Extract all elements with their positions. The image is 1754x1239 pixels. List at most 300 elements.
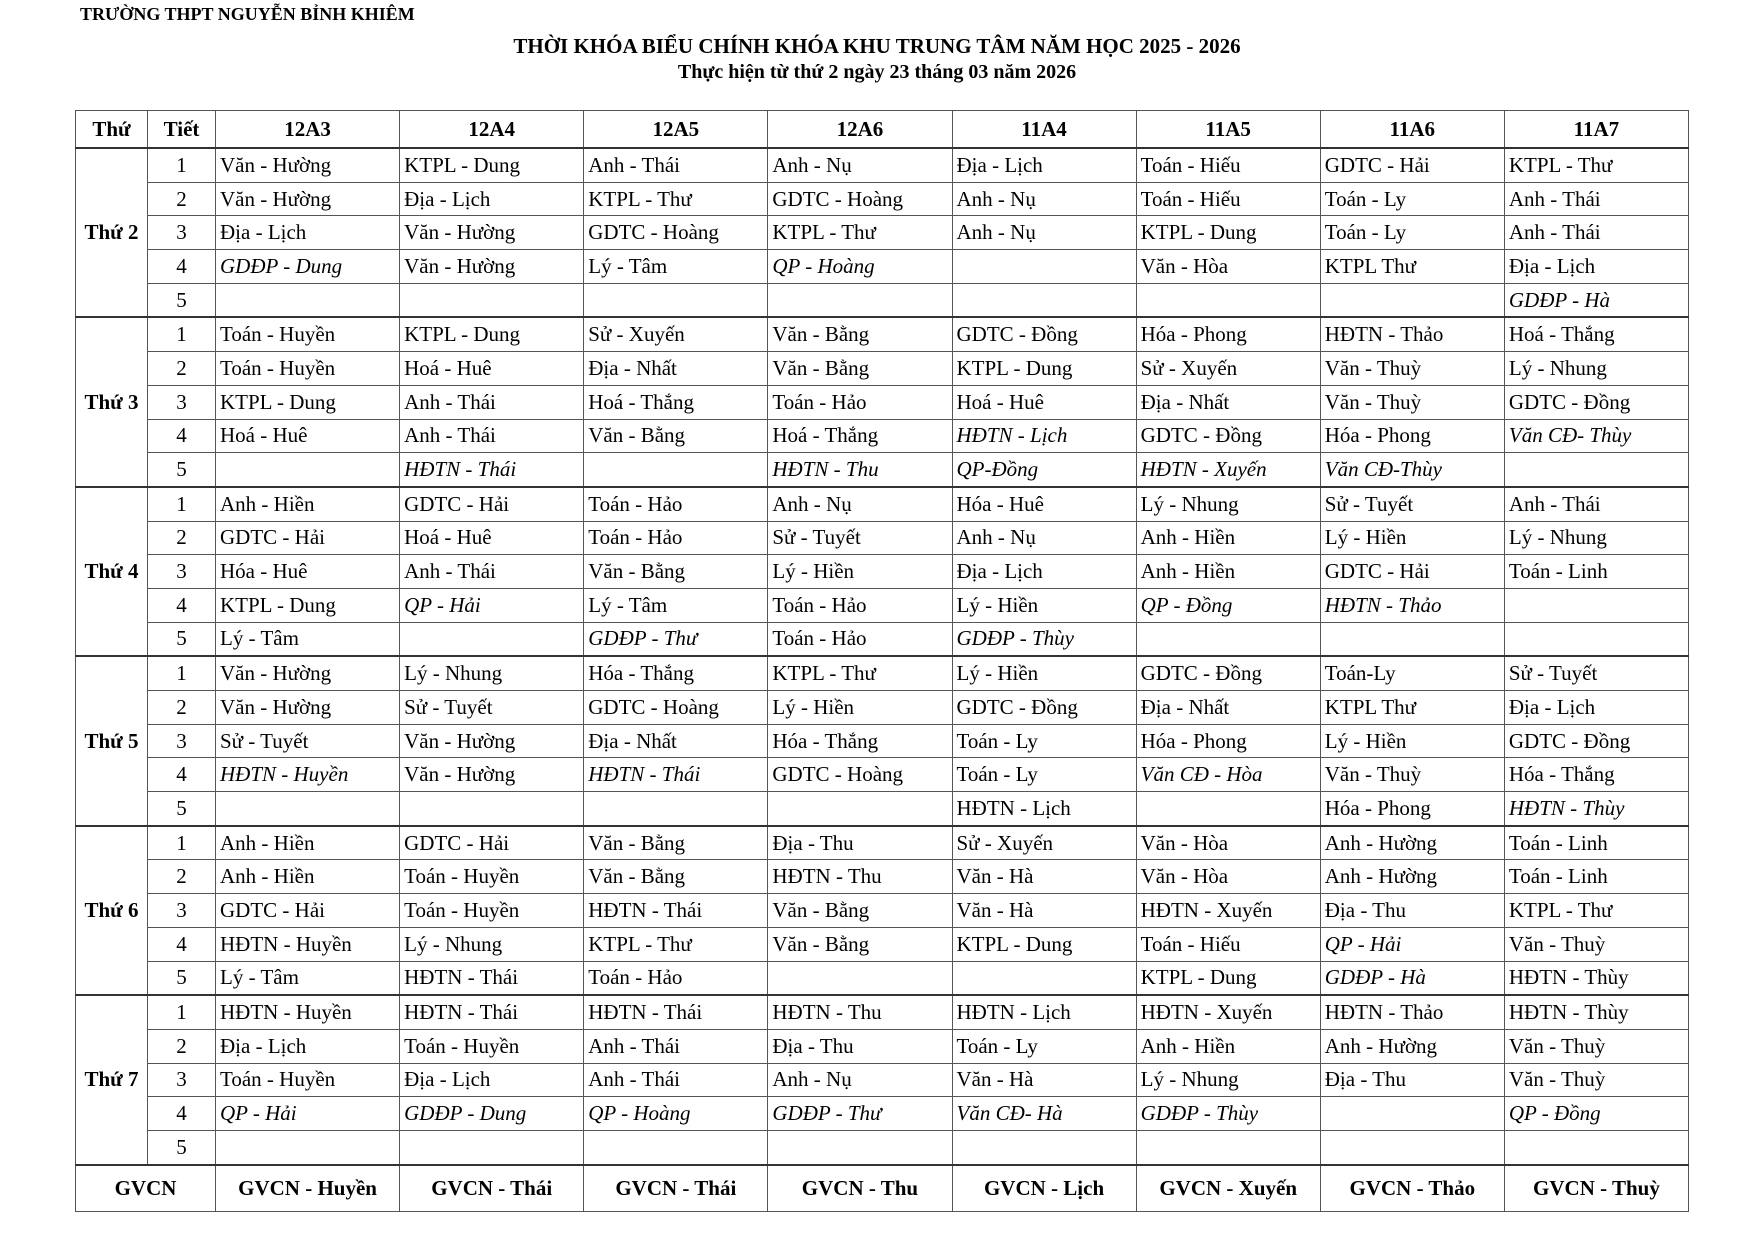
header-row [76,111,1689,149]
lesson-cell: HĐTN - Huyền [216,995,400,1029]
period-number: 4 [148,250,216,284]
day-label: Thứ 5 [76,656,148,825]
lesson-cell: HĐTN - Thu [768,453,952,487]
table-row [76,724,1689,758]
lesson-cell: Văn - Bằng [584,860,768,894]
lesson-cell: Văn CĐ-Thùy [1320,453,1504,487]
lesson-cell: Anh - Hường [1320,860,1504,894]
lesson-cell: Lý - Hiền [768,555,952,589]
lesson-cell: Địa - Nhất [1136,385,1320,419]
lesson-cell: HĐTN - Lịch [952,792,1136,826]
lesson-cell: HĐTN - Xuyến [1136,894,1320,928]
lesson-cell: HĐTN - Thái [584,894,768,928]
lesson-cell: Sử - Tuyết [216,724,400,758]
lesson-cell [952,961,1136,995]
lesson-cell: Hóa - Huê [216,555,400,589]
lesson-cell: Văn - Thuỳ [1320,385,1504,419]
lesson-cell: Sử - Xuyến [584,317,768,351]
lesson-cell: QP - Đồng [1136,588,1320,622]
lesson-cell: GDTC - Hải [400,487,584,521]
lesson-cell: Lý - Nhung [400,927,584,961]
lesson-cell: HĐTN - Huyền [216,927,400,961]
column-header: 11A5 [1136,111,1320,149]
lesson-cell: QP - Hải [400,588,584,622]
period-number: 2 [148,182,216,216]
period-number: 3 [148,555,216,589]
lesson-cell: GDTC - Đồng [1504,385,1688,419]
lesson-cell: GDTC - Hoàng [768,758,952,792]
lesson-cell [1136,283,1320,317]
table-row [76,995,1689,1029]
lesson-cell: Địa - Thu [768,826,952,860]
day-label: Thứ 3 [76,317,148,486]
table-row [76,385,1689,419]
lesson-cell: Văn - Bằng [768,352,952,386]
lesson-cell [1504,453,1688,487]
table-row [76,1130,1689,1164]
table-row [76,216,1689,250]
lesson-cell: GDTC - Đồng [1136,419,1320,453]
gvcn-cell: GVCN - Thái [400,1165,584,1212]
period-number: 5 [148,792,216,826]
lesson-cell: Toán - Huyền [400,860,584,894]
gvcn-cell: GVCN - Thái [584,1165,768,1212]
gvcn-cell: GVCN - Lịch [952,1165,1136,1212]
table-row [76,317,1689,351]
table-row [76,927,1689,961]
lesson-cell: KTPL - Thư [768,216,952,250]
lesson-cell: Anh - Hiền [1136,1029,1320,1063]
lesson-cell: KTPL - Dung [400,317,584,351]
lesson-cell: Văn - Bằng [768,927,952,961]
lesson-cell: Hoá - Thắng [584,385,768,419]
lesson-cell: Anh - Nụ [952,521,1136,555]
lesson-cell: Địa - Nhất [584,724,768,758]
lesson-cell: HĐTN - Thái [400,961,584,995]
lesson-cell: HĐTN - Thu [768,860,952,894]
lesson-cell: Lý - Nhung [1136,487,1320,521]
lesson-cell: KTPL - Thư [1504,148,1688,182]
lesson-cell: Anh - Nụ [952,216,1136,250]
period-number: 5 [148,1130,216,1164]
lesson-cell: Văn - Hường [400,216,584,250]
lesson-cell: Anh - Thái [400,555,584,589]
lesson-cell: Anh - Thái [584,1029,768,1063]
lesson-cell: Anh - Nụ [768,487,952,521]
lesson-cell: Lý - Hiền [1320,521,1504,555]
lesson-cell: KTPL Thư [1320,691,1504,725]
lesson-cell [1504,1130,1688,1164]
lesson-cell: KTPL Thư [1320,250,1504,284]
period-number: 1 [148,317,216,351]
lesson-cell: Văn - Hường [400,250,584,284]
lesson-cell: KTPL - Dung [216,385,400,419]
lesson-cell: HĐTN - Lịch [952,995,1136,1029]
lesson-cell: Toán - Ly [952,1029,1136,1063]
lesson-cell: HĐTN - Thảo [1320,995,1504,1029]
column-header: Thứ [76,111,148,149]
lesson-cell: Toán - Huyền [216,352,400,386]
lesson-cell: Văn - Hà [952,894,1136,928]
lesson-cell: Anh - Nụ [768,148,952,182]
lesson-cell: Hoá - Thắng [768,419,952,453]
lesson-cell: Toán - Hảo [584,487,768,521]
lesson-cell: Lý - Tâm [216,622,400,656]
lesson-cell: Hoá - Thắng [1504,317,1688,351]
lesson-cell: GDĐP - Dung [400,1097,584,1131]
lesson-cell: Địa - Lịch [400,182,584,216]
column-header: 12A6 [768,111,952,149]
lesson-cell: Văn - Thuỳ [1504,1063,1688,1097]
lesson-cell [216,283,400,317]
lesson-cell: HĐTN - Huyền [216,758,400,792]
period-number: 5 [148,961,216,995]
period-number: 1 [148,826,216,860]
lesson-cell: Văn - Thuỳ [1504,1029,1688,1063]
lesson-cell [216,453,400,487]
lesson-cell: Toán - Ly [952,758,1136,792]
lesson-cell: Toán - Ly [1320,182,1504,216]
lesson-cell: Toán - Hiếu [1136,182,1320,216]
period-number: 1 [148,995,216,1029]
lesson-cell [768,961,952,995]
lesson-cell: Văn - Bằng [584,555,768,589]
lesson-cell: Địa - Thu [1320,894,1504,928]
lesson-cell: Anh - Hiền [216,487,400,521]
lesson-cell: GDTC - Hải [216,894,400,928]
lesson-cell: KTPL - Thư [1504,894,1688,928]
lesson-cell: Sử - Tuyết [768,521,952,555]
lesson-cell: Địa - Lịch [1504,250,1688,284]
lesson-cell: Lý - Hiền [952,656,1136,690]
lesson-cell [400,283,584,317]
lesson-cell: Văn CĐ - Hòa [1136,758,1320,792]
lesson-cell: Văn - Thuỳ [1320,352,1504,386]
period-number: 3 [148,894,216,928]
lesson-cell: Văn - Bằng [584,419,768,453]
lesson-cell: GDĐP - Thư [584,622,768,656]
lesson-cell: GDTC - Đồng [952,691,1136,725]
gvcn-cell: GVCN - Thuỳ [1504,1165,1688,1212]
period-number: 1 [148,487,216,521]
table-row [76,182,1689,216]
lesson-cell [1136,622,1320,656]
lesson-cell: HĐTN - Thùy [1504,961,1688,995]
table-row [76,1063,1689,1097]
lesson-cell [400,622,584,656]
period-number: 5 [148,283,216,317]
column-header: 11A4 [952,111,1136,149]
lesson-cell: Văn - Thuỳ [1504,927,1688,961]
period-number: 4 [148,927,216,961]
lesson-cell: KTPL - Thư [584,927,768,961]
table-row [76,453,1689,487]
lesson-cell: Hóa - Phong [1320,792,1504,826]
lesson-cell: GDTC - Hải [216,521,400,555]
lesson-cell: Văn - Hà [952,1063,1136,1097]
period-number: 4 [148,588,216,622]
lesson-cell [400,1130,584,1164]
lesson-cell: Sử - Xuyến [1136,352,1320,386]
lesson-cell: Anh - Hường [1320,1029,1504,1063]
lesson-cell: Lý - Hiền [768,691,952,725]
lesson-cell: GDTC - Đồng [1136,656,1320,690]
lesson-cell: Địa - Thu [768,1029,952,1063]
lesson-cell: Địa - Nhất [1136,691,1320,725]
lesson-cell: Hoá - Huê [400,521,584,555]
lesson-cell: QP - Hoàng [768,250,952,284]
period-number: 2 [148,860,216,894]
period-number: 2 [148,691,216,725]
lesson-cell: Lý - Hiền [952,588,1136,622]
lesson-cell: Anh - Thái [1504,182,1688,216]
lesson-cell: QP - Hải [216,1097,400,1131]
lesson-cell: Toán - Linh [1504,826,1688,860]
period-number: 5 [148,453,216,487]
school-name: TRƯỜNG THPT NGUYỄN BỈNH KHIÊM [80,4,415,24]
lesson-cell: Địa - Lịch [400,1063,584,1097]
page-title: THỜI KHÓA BIỂU CHÍNH KHÓA KHU TRUNG TÂM NĂM HỌC 2025 - 2026 [513,34,1241,58]
lesson-cell: Địa - Lịch [216,216,400,250]
lesson-cell: Toán - Hảo [768,385,952,419]
gvcn-row [76,1165,1689,1212]
lesson-cell [216,1130,400,1164]
lesson-cell: Anh - Hiền [216,860,400,894]
lesson-cell [768,283,952,317]
lesson-cell [1320,1130,1504,1164]
column-header: 12A5 [584,111,768,149]
lesson-cell: Toán - Ly [1320,216,1504,250]
table-row [76,758,1689,792]
lesson-cell: Lý - Nhung [400,656,584,690]
lesson-cell: Anh - Thái [584,148,768,182]
lesson-cell [952,1130,1136,1164]
lesson-cell: Sử - Xuyến [952,826,1136,860]
lesson-cell: QP - Đồng [1504,1097,1688,1131]
lesson-cell [1136,1130,1320,1164]
lesson-cell: QP - Hoàng [584,1097,768,1131]
lesson-cell: HĐTN - Thu [768,995,952,1029]
table-row [76,1097,1689,1131]
lesson-cell: Anh - Hiền [1136,555,1320,589]
lesson-cell: Văn - Hòa [1136,826,1320,860]
lesson-cell: Toán - Huyền [216,317,400,351]
table-row [76,691,1689,725]
lesson-cell: Hoá - Huê [216,419,400,453]
lesson-cell: Văn - Hường [216,691,400,725]
table-row [76,283,1689,317]
lesson-cell: Lý - Tâm [584,250,768,284]
lesson-cell: Toán - Hảo [768,622,952,656]
lesson-cell: GDTC - Đồng [952,317,1136,351]
table-row [76,622,1689,656]
lesson-cell: Hoá - Huê [952,385,1136,419]
lesson-cell: Lý - Hiền [1320,724,1504,758]
gvcn-label: GVCN [76,1165,216,1212]
lesson-cell: KTPL - Dung [1136,961,1320,995]
lesson-cell: GDTC - Hải [1320,148,1504,182]
lesson-cell: HĐTN - Thái [584,995,768,1029]
lesson-cell: KTPL - Dung [1136,216,1320,250]
lesson-cell: Văn - Bằng [584,826,768,860]
lesson-cell: KTPL - Dung [216,588,400,622]
lesson-cell: Địa - Nhất [584,352,768,386]
lesson-cell: Địa - Lịch [216,1029,400,1063]
period-number: 2 [148,1029,216,1063]
day-label: Thứ 7 [76,995,148,1164]
lesson-cell: GDTC - Hoàng [768,182,952,216]
lesson-cell: GDĐP - Hà [1504,283,1688,317]
column-header: 11A7 [1504,111,1688,149]
lesson-cell: Địa - Thu [1320,1063,1504,1097]
period-number: 1 [148,148,216,182]
lesson-cell: Văn - Hòa [1136,860,1320,894]
lesson-cell: HĐTN - Thùy [1504,792,1688,826]
lesson-cell: GDTC - Hoàng [584,691,768,725]
period-number: 2 [148,521,216,555]
lesson-cell [584,1130,768,1164]
column-header: 12A3 [216,111,400,149]
lesson-cell: Toán - Hảo [584,961,768,995]
period-number: 5 [148,622,216,656]
lesson-cell: Lý - Nhung [1504,521,1688,555]
lesson-cell: Địa - Lịch [1504,691,1688,725]
lesson-cell: Lý - Nhung [1136,1063,1320,1097]
lesson-cell: Toán - Huyền [216,1063,400,1097]
lesson-cell: QP - Hải [1320,927,1504,961]
lesson-cell: KTPL - Dung [952,927,1136,961]
table-row [76,826,1689,860]
lesson-cell: HĐTN - Thảo [1320,588,1504,622]
table-row [76,555,1689,589]
column-header: 12A4 [400,111,584,149]
lesson-cell: Anh - Thái [1504,216,1688,250]
column-header: Tiết [148,111,216,149]
lesson-cell: Sử - Tuyết [1320,487,1504,521]
lesson-cell: HĐTN - Thái [400,453,584,487]
lesson-cell: KTPL - Thư [584,182,768,216]
lesson-cell: Hóa - Phong [1136,724,1320,758]
lesson-cell: Toán - Linh [1504,860,1688,894]
day-label: Thứ 2 [76,148,148,317]
period-number: 2 [148,352,216,386]
lesson-cell: KTPL - Dung [952,352,1136,386]
period-number: 3 [148,385,216,419]
lesson-cell [768,1130,952,1164]
timetable [75,110,1689,1212]
lesson-cell: GDĐP - Thùy [952,622,1136,656]
lesson-cell: Toán - Linh [1504,555,1688,589]
lesson-cell: HĐTN - Xuyến [1136,995,1320,1029]
lesson-cell: GDĐP - Dung [216,250,400,284]
lesson-cell: Anh - Thái [400,385,584,419]
lesson-cell: Hóa - Huê [952,487,1136,521]
lesson-cell: Văn - Bằng [768,317,952,351]
lesson-cell: Văn - Hường [216,182,400,216]
lesson-cell: HĐTN - Xuyến [1136,453,1320,487]
day-label: Thứ 4 [76,487,148,656]
lesson-cell: Văn - Hường [400,724,584,758]
lesson-cell [768,792,952,826]
lesson-cell: Văn CĐ- Hà [952,1097,1136,1131]
table-row [76,148,1689,182]
lesson-cell: Lý - Nhung [1504,352,1688,386]
lesson-cell [400,792,584,826]
table-row [76,961,1689,995]
lesson-cell [216,792,400,826]
table-row [76,250,1689,284]
gvcn-cell: GVCN - Huyền [216,1165,400,1212]
lesson-cell: GDĐP - Thùy [1136,1097,1320,1131]
table-row [76,521,1689,555]
lesson-cell: GDTC - Hoàng [584,216,768,250]
lesson-cell: Văn - Hòa [1136,250,1320,284]
table-row [76,656,1689,690]
lesson-cell: Hóa - Phong [1136,317,1320,351]
table-row [76,792,1689,826]
lesson-cell: KTPL - Thư [768,656,952,690]
column-header: 11A6 [1320,111,1504,149]
lesson-cell: QP-Đồng [952,453,1136,487]
lesson-cell [584,792,768,826]
lesson-cell [584,283,768,317]
lesson-cell: Hóa - Phong [1320,419,1504,453]
lesson-cell: Địa - Lịch [952,148,1136,182]
lesson-cell: Hóa - Thắng [768,724,952,758]
lesson-cell [1504,622,1688,656]
day-label: Thứ 6 [76,826,148,995]
lesson-cell: Văn - Hường [216,148,400,182]
lesson-cell: GDTC - Đồng [1504,724,1688,758]
period-number: 4 [148,758,216,792]
lesson-cell [952,283,1136,317]
table-row [76,894,1689,928]
gvcn-cell: GVCN - Thu [768,1165,952,1212]
lesson-cell: GDĐP - Hà [1320,961,1504,995]
lesson-cell: Toán - Hảo [584,521,768,555]
lesson-cell: GDTC - Hải [400,826,584,860]
lesson-cell: Anh - Nụ [768,1063,952,1097]
lesson-cell: Văn - Thuỳ [1320,758,1504,792]
period-number: 3 [148,1063,216,1097]
lesson-cell: KTPL - Dung [400,148,584,182]
lesson-cell: Văn - Bằng [768,894,952,928]
lesson-cell: Anh - Hiền [216,826,400,860]
lesson-cell: Hóa - Thắng [1504,758,1688,792]
lesson-cell: Anh - Thái [584,1063,768,1097]
lesson-cell: Văn - Hà [952,860,1136,894]
period-number: 3 [148,216,216,250]
lesson-cell: Toán - Huyền [400,894,584,928]
period-number: 1 [148,656,216,690]
lesson-cell: HĐTN - Lịch [952,419,1136,453]
table-row [76,860,1689,894]
lesson-cell: Toán - Ly [952,724,1136,758]
period-number: 4 [148,419,216,453]
lesson-cell: Văn CĐ- Thùy [1504,419,1688,453]
period-number: 4 [148,1097,216,1131]
lesson-cell: Văn - Hường [216,656,400,690]
lesson-cell [1320,1097,1504,1131]
table-row [76,419,1689,453]
gvcn-cell: GVCN - Xuyến [1136,1165,1320,1212]
lesson-cell [1504,588,1688,622]
lesson-cell: Anh - Thái [1504,487,1688,521]
lesson-cell: Anh - Hường [1320,826,1504,860]
lesson-cell: Anh - Hiền [1136,521,1320,555]
lesson-cell: Sử - Tuyết [1504,656,1688,690]
lesson-cell: HĐTN - Thái [584,758,768,792]
